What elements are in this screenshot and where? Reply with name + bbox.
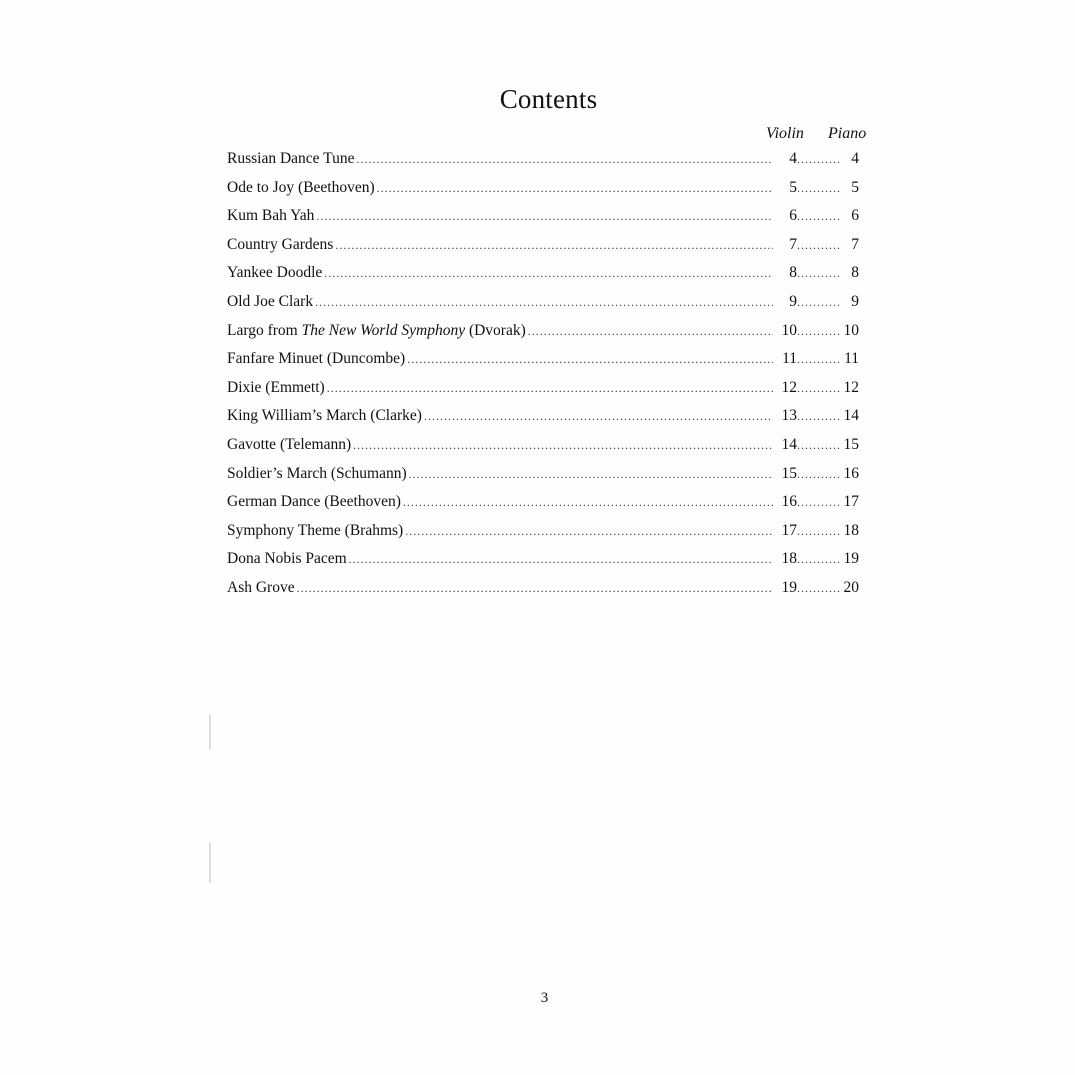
violin-page-number: 6 bbox=[789, 207, 797, 225]
dot-leader bbox=[377, 181, 773, 196]
dot-leader bbox=[797, 495, 841, 510]
piano-page-number: 17 bbox=[843, 493, 859, 511]
piano-page-number: 7 bbox=[851, 235, 859, 253]
dot-leader bbox=[797, 352, 841, 367]
toc-entry-title: King William’s March (Clarke) bbox=[227, 407, 422, 425]
dot-leader bbox=[797, 552, 841, 567]
toc-entry-title: Yankee Doodle bbox=[227, 264, 323, 282]
violin-page-number: 16 bbox=[781, 493, 797, 511]
piano-page-number: 15 bbox=[843, 435, 859, 453]
piano-page-number: 6 bbox=[851, 207, 859, 225]
toc-entry bbox=[227, 150, 859, 179]
dot-leader bbox=[528, 324, 773, 339]
dot-leader bbox=[797, 524, 841, 539]
violin-page-number: 7 bbox=[789, 235, 797, 253]
dot-leader bbox=[403, 495, 773, 510]
toc-entry-title: Country Gardens bbox=[227, 235, 334, 253]
violin-page-number: 13 bbox=[781, 407, 797, 425]
toc-entry bbox=[227, 207, 859, 236]
piano-page-number: 12 bbox=[843, 378, 859, 396]
dot-leader bbox=[353, 438, 773, 453]
dot-leader bbox=[424, 409, 773, 424]
toc-entry-title: Ash Grove bbox=[227, 578, 295, 596]
toc-entry-title-prefix: Largo from bbox=[227, 321, 302, 339]
dot-leader bbox=[327, 381, 773, 396]
toc-entry-title-suffix: (Dvorak) bbox=[465, 321, 526, 339]
dot-leader bbox=[797, 209, 841, 224]
toc-entry bbox=[227, 493, 859, 522]
scan-edge-mark bbox=[209, 843, 211, 883]
toc-entry bbox=[227, 550, 859, 579]
violin-page-number: 5 bbox=[789, 178, 797, 196]
dot-leader bbox=[797, 581, 841, 596]
piano-page-number: 8 bbox=[851, 264, 859, 282]
toc-entry bbox=[227, 293, 859, 322]
violin-page-number: 12 bbox=[781, 378, 797, 396]
toc-entry bbox=[227, 436, 859, 465]
dot-leader bbox=[797, 181, 841, 196]
toc-entry-title: Symphony Theme (Brahms) bbox=[227, 521, 404, 539]
table-of-contents bbox=[227, 150, 859, 608]
toc-entry-title: German Dance (Beethoven) bbox=[227, 493, 401, 511]
toc-entry-title: Dixie (Emmett) bbox=[227, 378, 325, 396]
violin-page-number: 10 bbox=[781, 321, 797, 339]
violin-page-number: 14 bbox=[781, 435, 797, 453]
dot-leader bbox=[315, 295, 773, 310]
toc-entry-title-italic: The New World Symphony bbox=[301, 321, 466, 339]
dot-leader bbox=[797, 409, 841, 424]
toc-entry-title: Ode to Joy (Beethoven) bbox=[227, 178, 375, 196]
piano-page-number: 16 bbox=[843, 464, 859, 482]
toc-entry bbox=[227, 264, 859, 293]
toc-entry-title bbox=[227, 322, 528, 340]
toc-entry-title: Russian Dance Tune bbox=[227, 150, 355, 167]
dot-leader bbox=[316, 209, 773, 224]
toc-entry bbox=[227, 350, 859, 379]
piano-page-number: 4 bbox=[851, 150, 859, 167]
toc-entry-title: Old Joe Clark bbox=[227, 292, 314, 310]
toc-entry bbox=[227, 579, 859, 608]
toc-entry-title: Fanfare Minuet (Duncombe) bbox=[227, 350, 406, 368]
piano-page-number: 14 bbox=[843, 407, 859, 425]
dot-leader bbox=[335, 238, 773, 253]
violin-page-number: 15 bbox=[781, 464, 797, 482]
dot-leader bbox=[797, 238, 841, 253]
violin-column-header: Violin bbox=[766, 125, 804, 142]
toc-entry bbox=[227, 179, 859, 208]
dot-leader bbox=[349, 552, 773, 567]
dot-leader bbox=[797, 152, 841, 167]
toc-entry bbox=[227, 465, 859, 494]
toc-entry-title: Gavotte (Telemann) bbox=[227, 435, 352, 453]
violin-page-number: 11 bbox=[782, 350, 797, 368]
piano-page-number: 9 bbox=[851, 292, 859, 310]
piano-page-number: 20 bbox=[843, 578, 859, 596]
page-title: Contents bbox=[499, 84, 598, 114]
piano-page-number: 11 bbox=[844, 350, 859, 368]
toc-entry bbox=[227, 522, 859, 551]
dot-leader bbox=[409, 467, 773, 482]
page-number: 3 bbox=[540, 990, 549, 1006]
piano-page-number: 5 bbox=[851, 178, 859, 196]
toc-entry bbox=[227, 379, 859, 408]
toc-entry-title: Soldier’s March (Schumann) bbox=[227, 464, 407, 482]
violin-page-number: 9 bbox=[789, 292, 797, 310]
violin-page-number: 4 bbox=[789, 150, 797, 167]
dot-leader bbox=[324, 266, 773, 281]
toc-entry bbox=[227, 236, 859, 265]
dot-leader bbox=[405, 524, 773, 539]
dot-leader bbox=[797, 295, 841, 310]
violin-page-number: 8 bbox=[789, 264, 797, 282]
violin-page-number: 19 bbox=[781, 578, 797, 596]
piano-page-number: 10 bbox=[843, 321, 859, 339]
toc-entry bbox=[227, 322, 859, 351]
dot-leader bbox=[797, 381, 841, 396]
dot-leader bbox=[797, 467, 841, 482]
dot-leader bbox=[797, 266, 841, 281]
scan-edge-mark bbox=[209, 715, 211, 749]
violin-page-number: 17 bbox=[781, 521, 797, 539]
toc-entry bbox=[227, 407, 859, 436]
piano-page-number: 19 bbox=[843, 550, 859, 568]
dot-leader bbox=[797, 438, 841, 453]
toc-entry-title: Kum Bah Yah bbox=[227, 207, 315, 225]
dot-leader bbox=[356, 152, 773, 167]
dot-leader bbox=[797, 324, 841, 339]
toc-entry-title: Dona Nobis Pacem bbox=[227, 550, 347, 568]
violin-page-number: 18 bbox=[781, 550, 797, 568]
dot-leader bbox=[297, 581, 773, 596]
piano-column-header: Piano bbox=[828, 125, 867, 142]
piano-page-number: 18 bbox=[843, 521, 859, 539]
dot-leader bbox=[407, 352, 773, 367]
